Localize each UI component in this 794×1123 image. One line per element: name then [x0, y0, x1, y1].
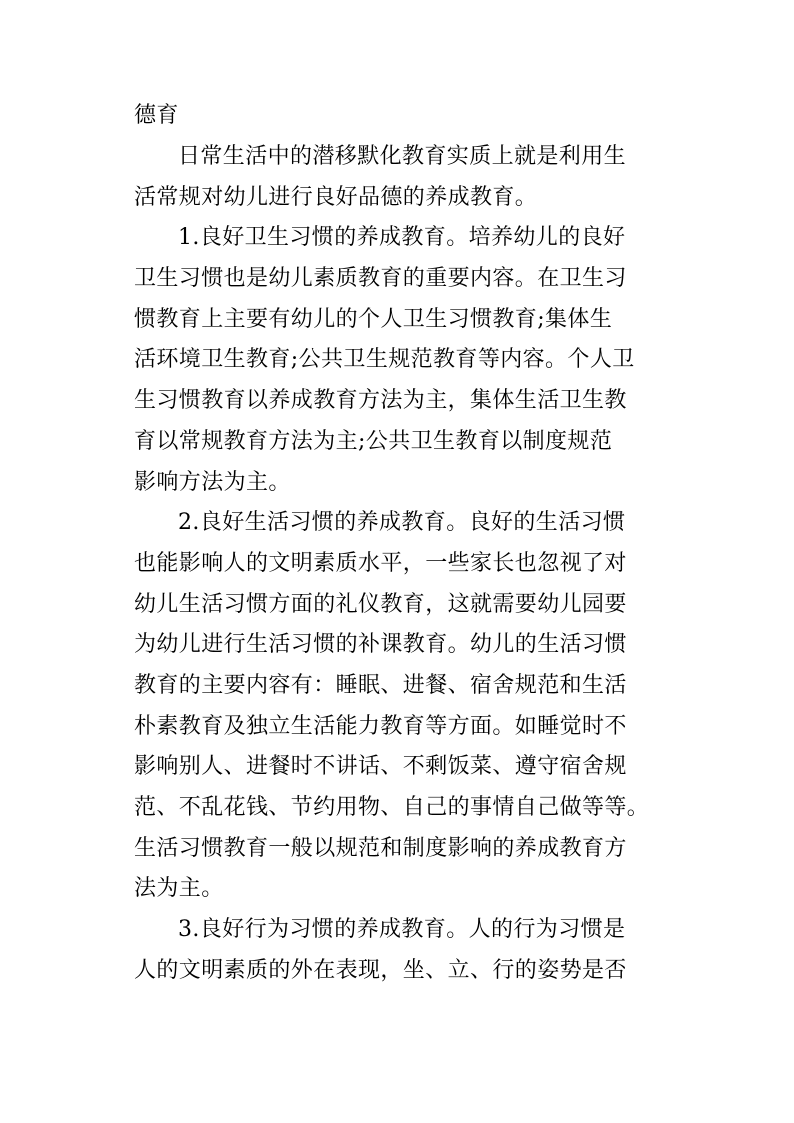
- paragraph-line: 为幼儿进行生活习惯的补课教育。幼儿的生活习惯: [134, 632, 627, 658]
- paragraph-line: 教育的主要内容有：睡眠、进餐、宿舍规范和生活: [134, 672, 627, 698]
- paragraph-living-habits: [134, 503, 664, 910]
- paragraph-line: 也能影响人的文明素质水平，一些家长也忽视了对: [134, 550, 627, 576]
- paragraph-behavior-habits: [134, 910, 664, 991]
- paragraph-line: 育以常规教育方法为主;公共卫生教育以制度规范: [134, 428, 613, 454]
- paragraph-line: 法为主。: [134, 876, 224, 902]
- paragraph-line: 人的文明素质的外在表现，坐、立、行的姿势是否: [134, 957, 627, 983]
- paragraph-hygiene-habits: [134, 218, 664, 503]
- paragraph-line: 活常规对幼儿进行良好品德的养成教育。: [134, 184, 538, 210]
- paragraph-line: 影响方法为主。: [134, 469, 291, 495]
- paragraph-line: 惯教育上主要有幼儿的个人卫生习惯教育;集体生: [134, 306, 613, 332]
- paragraph-line: 2.良好生活习惯的养成教育。良好的生活习惯: [178, 510, 626, 536]
- paragraph-line: 日常生活中的潜移默化教育实质上就是利用生: [178, 144, 627, 169]
- paragraph-line: 3.良好行为习惯的养成教育。人的行为习惯是: [178, 917, 626, 943]
- document-body: [134, 96, 664, 991]
- paragraph-line: 活环境卫生教育;公共卫生规范教育等内容。个人卫: [134, 347, 635, 373]
- paragraph-line: 生活习惯教育一般以规范和制度影响的养成教育方: [134, 835, 627, 861]
- paragraph-line: 朴素教育及独立生活能力教育等方面。如睡觉时不: [134, 713, 627, 739]
- paragraph-line: 范、不乱花钱、节约用物、自己的事情自己做等等。: [134, 795, 650, 820]
- paragraph-intro: [134, 137, 664, 218]
- paragraph-line: 1.良好卫生习惯的养成教育。培养幼儿的良好: [178, 225, 626, 251]
- paragraph-line: 生习惯教育以养成教育方法为主，集体生活卫生教: [134, 388, 627, 414]
- section-heading: 德育: [134, 103, 179, 128]
- paragraph-line: 卫生习惯也是幼儿素质教育的重要内容。在卫生习: [134, 266, 627, 292]
- paragraph-line: 幼儿生活习惯方面的礼仪教育，这就需要幼儿园要: [134, 591, 627, 617]
- paragraph-line: 影响别人、进餐时不讲话、不剩饭菜、遵守宿舍规: [134, 754, 627, 780]
